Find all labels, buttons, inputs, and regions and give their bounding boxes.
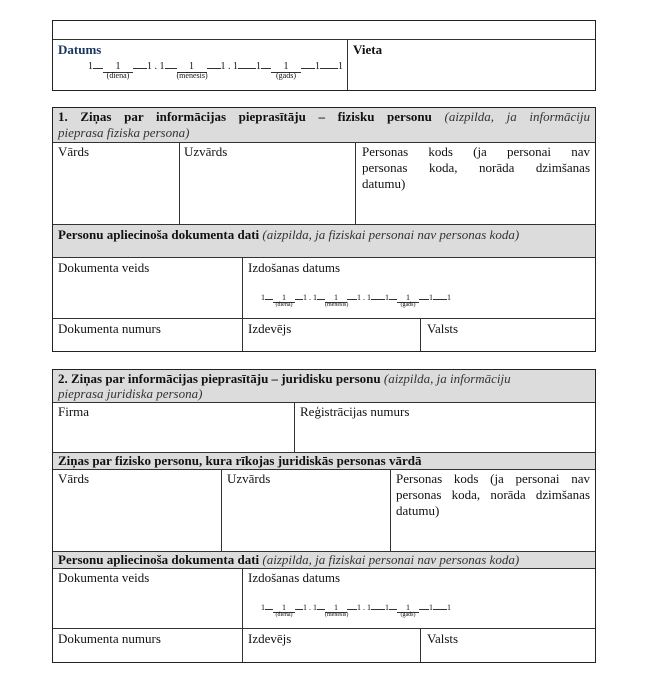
rep-doc-type-label: Dokumenta veids bbox=[58, 570, 150, 585]
country-label: Valsts bbox=[427, 321, 459, 336]
section-1-note-cont: pieprasa fiziska persona) bbox=[58, 125, 190, 140]
personal-code-label: Personas kods (ja personai nav personas koda, norāda dzimšanas datumu) bbox=[362, 144, 590, 191]
section-1-physical-person bbox=[52, 107, 596, 352]
issue-date-label: Izdošanas datums bbox=[248, 260, 341, 275]
rep-surname-field[interactable] bbox=[223, 489, 388, 549]
name-field[interactable] bbox=[55, 162, 177, 222]
rep-issuer-field[interactable] bbox=[244, 646, 418, 660]
firm-label: Firma bbox=[58, 404, 90, 419]
section-1-doc-header: Personu apliecinoša dokumenta dati (aizpilda, ja fiziskai personai nav personas koda) bbox=[53, 225, 595, 257]
rep-country-field[interactable] bbox=[422, 646, 592, 660]
date-field[interactable]: 1 1 (diena) 1 . 1 1 (mēnesis) 1 . 1 1 1 (gads) 1 1 bbox=[88, 61, 343, 80]
rep-name-field[interactable] bbox=[55, 489, 219, 549]
surname-label: Uzvārds bbox=[184, 144, 228, 159]
rep-issuer-label: Izdevējs bbox=[248, 631, 292, 646]
rep-doc-number-label: Dokumenta numurs bbox=[58, 631, 161, 646]
section-2-legal-person bbox=[52, 369, 596, 663]
section-2-header bbox=[53, 370, 595, 402]
section-1-header bbox=[53, 108, 595, 142]
issuer-label: Izdevējs bbox=[248, 321, 292, 336]
rep-doc-number-field[interactable] bbox=[55, 646, 240, 660]
name-label: Vārds bbox=[58, 144, 90, 159]
reg-number-field[interactable] bbox=[296, 422, 592, 450]
reg-number-label: Reģistrācijas numurs bbox=[300, 404, 410, 419]
rep-country-label: Valsts bbox=[427, 631, 459, 646]
rep-issue-date-label: Izdošanas datums bbox=[248, 570, 341, 585]
section-2-doc-header: Personu apliecinoša dokumenta dati (aizpilda, ja fiziskai personai nav personas koda) bbox=[53, 552, 595, 568]
rep-personal-code-label: Personas kods (ja personai nav personas koda, norāda dzimšanas datumu) bbox=[396, 471, 590, 518]
doc-number-label: Dokumenta numurs bbox=[58, 321, 161, 336]
representative-header: Ziņas par fizisko personu, kura rīkojas juridiskās personas vārdā bbox=[53, 453, 595, 469]
doc-type-field[interactable] bbox=[55, 278, 240, 316]
doc-number-field[interactable] bbox=[55, 336, 240, 350]
section-2-title: 2. Ziņas par informācijas pieprasītāju – juridisku personu bbox=[58, 371, 381, 386]
issue-date-field[interactable]: 1 1 (diena) 1 . 1 1 (mēnesis) 1 . 1 1 1 (gads) 1 1 bbox=[261, 293, 451, 308]
issuer-field[interactable] bbox=[244, 336, 418, 350]
firm-field[interactable] bbox=[55, 422, 292, 450]
rep-name-label: Vārds bbox=[58, 471, 90, 486]
surname-field[interactable] bbox=[181, 162, 353, 222]
country-field[interactable] bbox=[422, 336, 592, 350]
section-2-note-cont: pieprasa juridiska persona) bbox=[58, 386, 203, 401]
personal-code-field[interactable] bbox=[358, 196, 592, 222]
section-1-title: 1. Ziņas par informācijas pieprasītāju – fizisku personu bbox=[58, 109, 432, 124]
place-field[interactable] bbox=[349, 59, 593, 89]
header-date-place-table bbox=[52, 20, 596, 91]
place-label: Vieta bbox=[353, 42, 383, 57]
section-2-note: (aizpilda, ja informāciju bbox=[383, 371, 511, 386]
doc-type-label: Dokumenta veids bbox=[58, 260, 150, 275]
rep-doc-type-field[interactable] bbox=[55, 588, 240, 626]
section-1-note: (aizpilda, ja informāciju bbox=[444, 109, 591, 124]
rep-issue-date-field[interactable]: 1 1 (diena) 1 . 1 1 (mēnesis) 1 . 1 1 1 (gads) 1 1 bbox=[261, 603, 451, 618]
rep-surname-label: Uzvārds bbox=[227, 471, 271, 486]
date-label: Datums bbox=[58, 42, 102, 57]
rep-personal-code-field[interactable] bbox=[392, 522, 592, 548]
